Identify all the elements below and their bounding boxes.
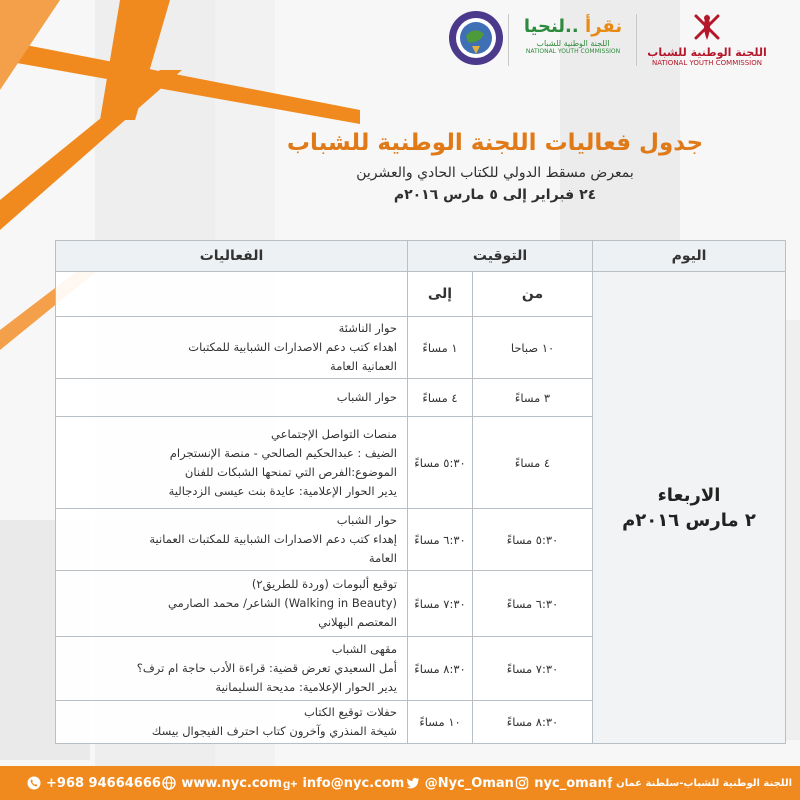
table-header-row bbox=[56, 241, 786, 272]
day-cell bbox=[593, 272, 786, 744]
email-link[interactable]: info@nyc.com bbox=[302, 775, 405, 791]
read-logo-word-1: نقرأ bbox=[585, 16, 623, 37]
phone-contact[interactable] bbox=[26, 775, 161, 791]
page-header bbox=[0, 126, 800, 206]
time-to: ٤ مساءً bbox=[408, 379, 473, 417]
svg-text:g+: g+ bbox=[283, 777, 298, 790]
activity-line: (Walking in Beauty) الشاعر/ محمد الصارمي bbox=[168, 596, 397, 610]
time-to: ١ مساءً bbox=[408, 317, 473, 379]
read-to-live-logo bbox=[514, 8, 632, 74]
activity-cell bbox=[56, 317, 408, 379]
activity-line: العمانية العامة bbox=[330, 359, 397, 373]
activity-line: شيخة المنذري وآخرون كتاب احترف الفيجوال بيسك bbox=[151, 724, 397, 738]
read-logo-word-2: ..لنحيا bbox=[523, 16, 579, 37]
page-subtitle: بمعرض مسقط الدولي للكتاب الحادي والعشرين bbox=[356, 165, 634, 181]
activity-cell bbox=[56, 571, 408, 637]
logo-divider bbox=[636, 14, 637, 66]
time-from: ٧:٣٠ مساءً bbox=[473, 637, 593, 701]
time-from: ٨:٣٠ مساءً bbox=[473, 701, 593, 744]
activity-cell bbox=[56, 379, 408, 417]
twitter-handle[interactable]: @Nyc_Oman bbox=[424, 775, 514, 791]
time-from: ١٠ صباحا bbox=[473, 317, 593, 379]
page-title: جدول فعاليات اللجنة الوطنية للشباب bbox=[286, 130, 704, 156]
read-logo-arabic: اللجنة الوطنية للشباب bbox=[536, 39, 610, 48]
time-to: ٨:٣٠ مساءً bbox=[408, 637, 473, 701]
activity-cell bbox=[56, 637, 408, 701]
event-dates: ٢٤ فبراير إلى ٥ مارس ٢٠١٦م bbox=[393, 187, 597, 203]
time-from: ٤ مساءً bbox=[473, 417, 593, 509]
website-contact[interactable] bbox=[161, 775, 282, 791]
time-to: ٦:٣٠ مساءً bbox=[408, 509, 473, 571]
column-header-time: التوقيت bbox=[408, 241, 593, 272]
logo-bar bbox=[352, 8, 772, 78]
time-to: ١٠ مساءً bbox=[408, 701, 473, 744]
facebook-icon: f bbox=[607, 774, 613, 792]
facebook-page-name[interactable]: اللجنة الوطنية للشباب-سلطنة عمان bbox=[616, 777, 792, 789]
instagram-icon bbox=[514, 775, 530, 791]
twitter-icon bbox=[405, 775, 421, 791]
activity-line: منصات التواصل الإجتماعي bbox=[271, 426, 397, 441]
activity-line: إهداء كتب دعم الاصدارات الشبابية للمكتبات العمانية bbox=[149, 532, 397, 546]
instagram-handle[interactable]: nyc_oman bbox=[534, 775, 607, 791]
activity-line: حوار الشباب bbox=[336, 390, 397, 404]
facebook-contact[interactable] bbox=[607, 775, 792, 792]
time-from: ٦:٣٠ مساءً bbox=[473, 571, 593, 637]
read-logo-english: NATIONAL YOUTH COMMISSION bbox=[525, 48, 621, 55]
day-date: ٢ مارس ٢٠١٦م bbox=[622, 509, 756, 531]
oman-emblem-icon bbox=[690, 10, 724, 44]
time-from: ٥:٣٠ مساءً bbox=[473, 509, 593, 571]
google-plus-icon bbox=[282, 775, 298, 791]
time-to: ٥:٣٠ مساءً bbox=[408, 417, 473, 509]
time-subheader-row bbox=[56, 272, 786, 317]
activity-line: حفلات توقيع الكتاب bbox=[303, 705, 397, 719]
nyc-logo-arabic: اللجنة الوطنية للشباب bbox=[647, 46, 767, 59]
time-from: ٣ مساءً bbox=[473, 379, 593, 417]
website-link[interactable]: www.nyc.com bbox=[181, 775, 283, 791]
activity-line: حوار الناشئة bbox=[338, 321, 397, 335]
instagram-contact[interactable] bbox=[514, 775, 606, 791]
column-header-events: الفعاليات bbox=[56, 241, 408, 272]
activity-line: مقهى الشباب bbox=[331, 642, 397, 656]
schedule-table bbox=[55, 240, 786, 744]
globe-icon bbox=[161, 775, 177, 791]
activity-line: العامة bbox=[368, 551, 397, 565]
nyc-logo bbox=[642, 8, 772, 74]
column-header-from: من bbox=[473, 272, 593, 317]
time-to: ٧:٣٠ مساءً bbox=[408, 571, 473, 637]
column-header-day: اليوم bbox=[593, 241, 786, 272]
activity-line: الموضوع:الفرص التي تمنحها الشبكات للفنان bbox=[184, 464, 397, 479]
phone-number: +968 94664666 bbox=[46, 775, 161, 791]
activity-cell bbox=[56, 509, 408, 571]
twitter-contact[interactable] bbox=[405, 775, 514, 791]
activity-cell bbox=[56, 417, 408, 509]
activity-line: اهداء كتب دعم الاصدارات الشبابية للمكتبات bbox=[188, 340, 397, 354]
activity-line: حوار الشباب bbox=[336, 513, 397, 527]
activity-cell bbox=[56, 701, 408, 744]
contact-footer bbox=[0, 766, 800, 800]
logo-divider bbox=[508, 14, 509, 66]
activity-line: أمل السعيدي تعرض قضية: قراءة الأدب حاجة ام ترف؟ bbox=[136, 661, 397, 675]
fair-seal-icon bbox=[448, 10, 504, 66]
activity-line: يدير الحوار الإعلامية: عايدة بنت عيسى الزدجالية bbox=[168, 483, 397, 498]
activity-line: يدير الحوار الإعلامية: مديحة السليمانية bbox=[215, 680, 397, 694]
activity-line: توقيع ألبومات (وردة للطريق٢) bbox=[251, 577, 397, 591]
day-name: الاربعاء bbox=[657, 484, 721, 506]
column-header-to: إلى bbox=[408, 272, 473, 317]
empty-cell bbox=[56, 272, 408, 317]
email-contact[interactable] bbox=[282, 775, 404, 791]
nyc-logo-english: NATIONAL YOUTH COMMISSION bbox=[651, 59, 762, 67]
activity-line: المعتصم البهلاني bbox=[318, 615, 397, 629]
phone-icon bbox=[26, 775, 42, 791]
activity-line: الضيف : عبدالحكيم الصالحي - منصة الإنستجرام bbox=[169, 445, 397, 460]
